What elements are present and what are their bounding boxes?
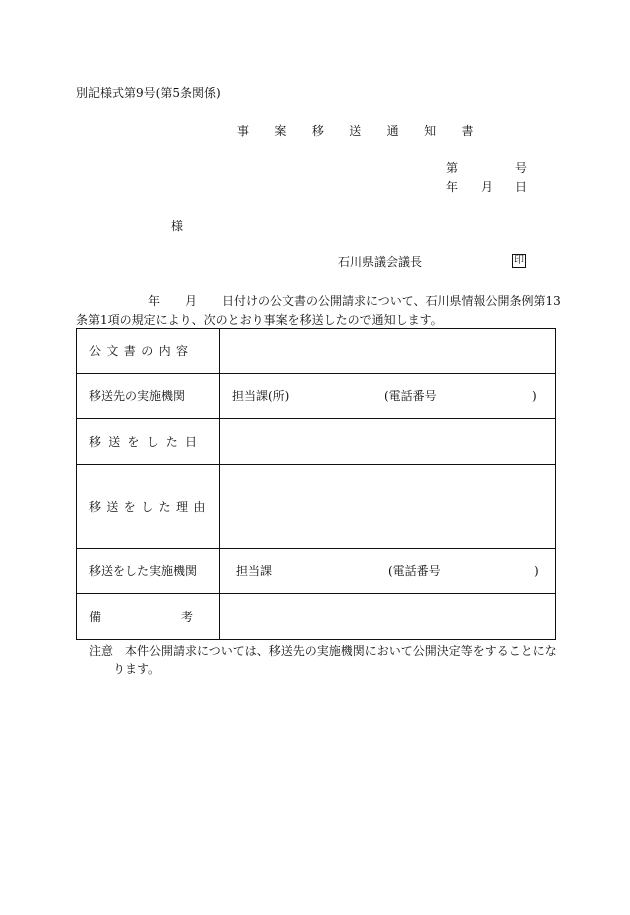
date-year-mark: 年 [446, 180, 459, 194]
remarks-field[interactable] [220, 594, 556, 640]
remarks-label: 備 考 [77, 594, 220, 640]
table-row [77, 374, 556, 419]
seal-stamp-icon: 印 [514, 255, 524, 266]
note-line1: 注意 本件公開請求については、移送先の実施機関において公開決定等をすることにな [89, 644, 557, 658]
destination-tel-close: ) [532, 389, 537, 403]
destination-agency-field[interactable] [220, 374, 556, 419]
date-day-mark: 日 [515, 180, 528, 194]
table-row [77, 419, 556, 465]
transfer-details-table [76, 328, 556, 640]
sender-name: 石川県議会議長 [338, 255, 423, 269]
document-number-suffix: 号 [515, 161, 528, 175]
date-month-mark: 月 [481, 180, 494, 194]
transfer-reason-field[interactable] [220, 465, 556, 549]
document-title: 事 案 移 送 通 知 書 [237, 124, 485, 138]
table-row [77, 329, 556, 374]
body-month-mark: 月 [185, 294, 198, 308]
transfer-date-field[interactable] [220, 419, 556, 465]
transferring-dept-label: 担当課 [236, 564, 273, 578]
transferring-agency-field[interactable] [220, 549, 556, 594]
transfer-date-label: 移送をした日 [77, 419, 220, 465]
body-text-line2: 条第1項の規定により、次のとおり事案を移送したので通知します。 [76, 313, 443, 327]
body-text-line1: 日付けの公文書の公開請求について、石川県情報公開条例第13 [222, 294, 561, 308]
transferring-tel-close: ) [534, 564, 539, 578]
document-content-field[interactable] [220, 329, 556, 374]
table-row [77, 465, 556, 549]
destination-agency-label: 移送先の実施機関 [77, 374, 220, 419]
document-content-label: 公文書の内容 [77, 329, 220, 374]
transfer-reason-label: 移送をした理由 [77, 465, 220, 549]
form-reference: 別記様式第9号(第5条関係) [76, 86, 221, 100]
document-number-prefix: 第 [446, 161, 459, 175]
body-year-mark: 年 [148, 294, 161, 308]
addressee-honorific: 様 [171, 219, 184, 233]
transferring-tel-label: (電話番号 [388, 564, 441, 578]
destination-tel-label: (電話番号 [384, 389, 437, 403]
table-row [77, 594, 556, 640]
transferring-agency-label: 移送をした実施機関 [77, 549, 220, 594]
note-line2: ります。 [113, 662, 161, 676]
destination-dept-label: 担当課(所) [232, 389, 290, 403]
table-row [77, 549, 556, 594]
